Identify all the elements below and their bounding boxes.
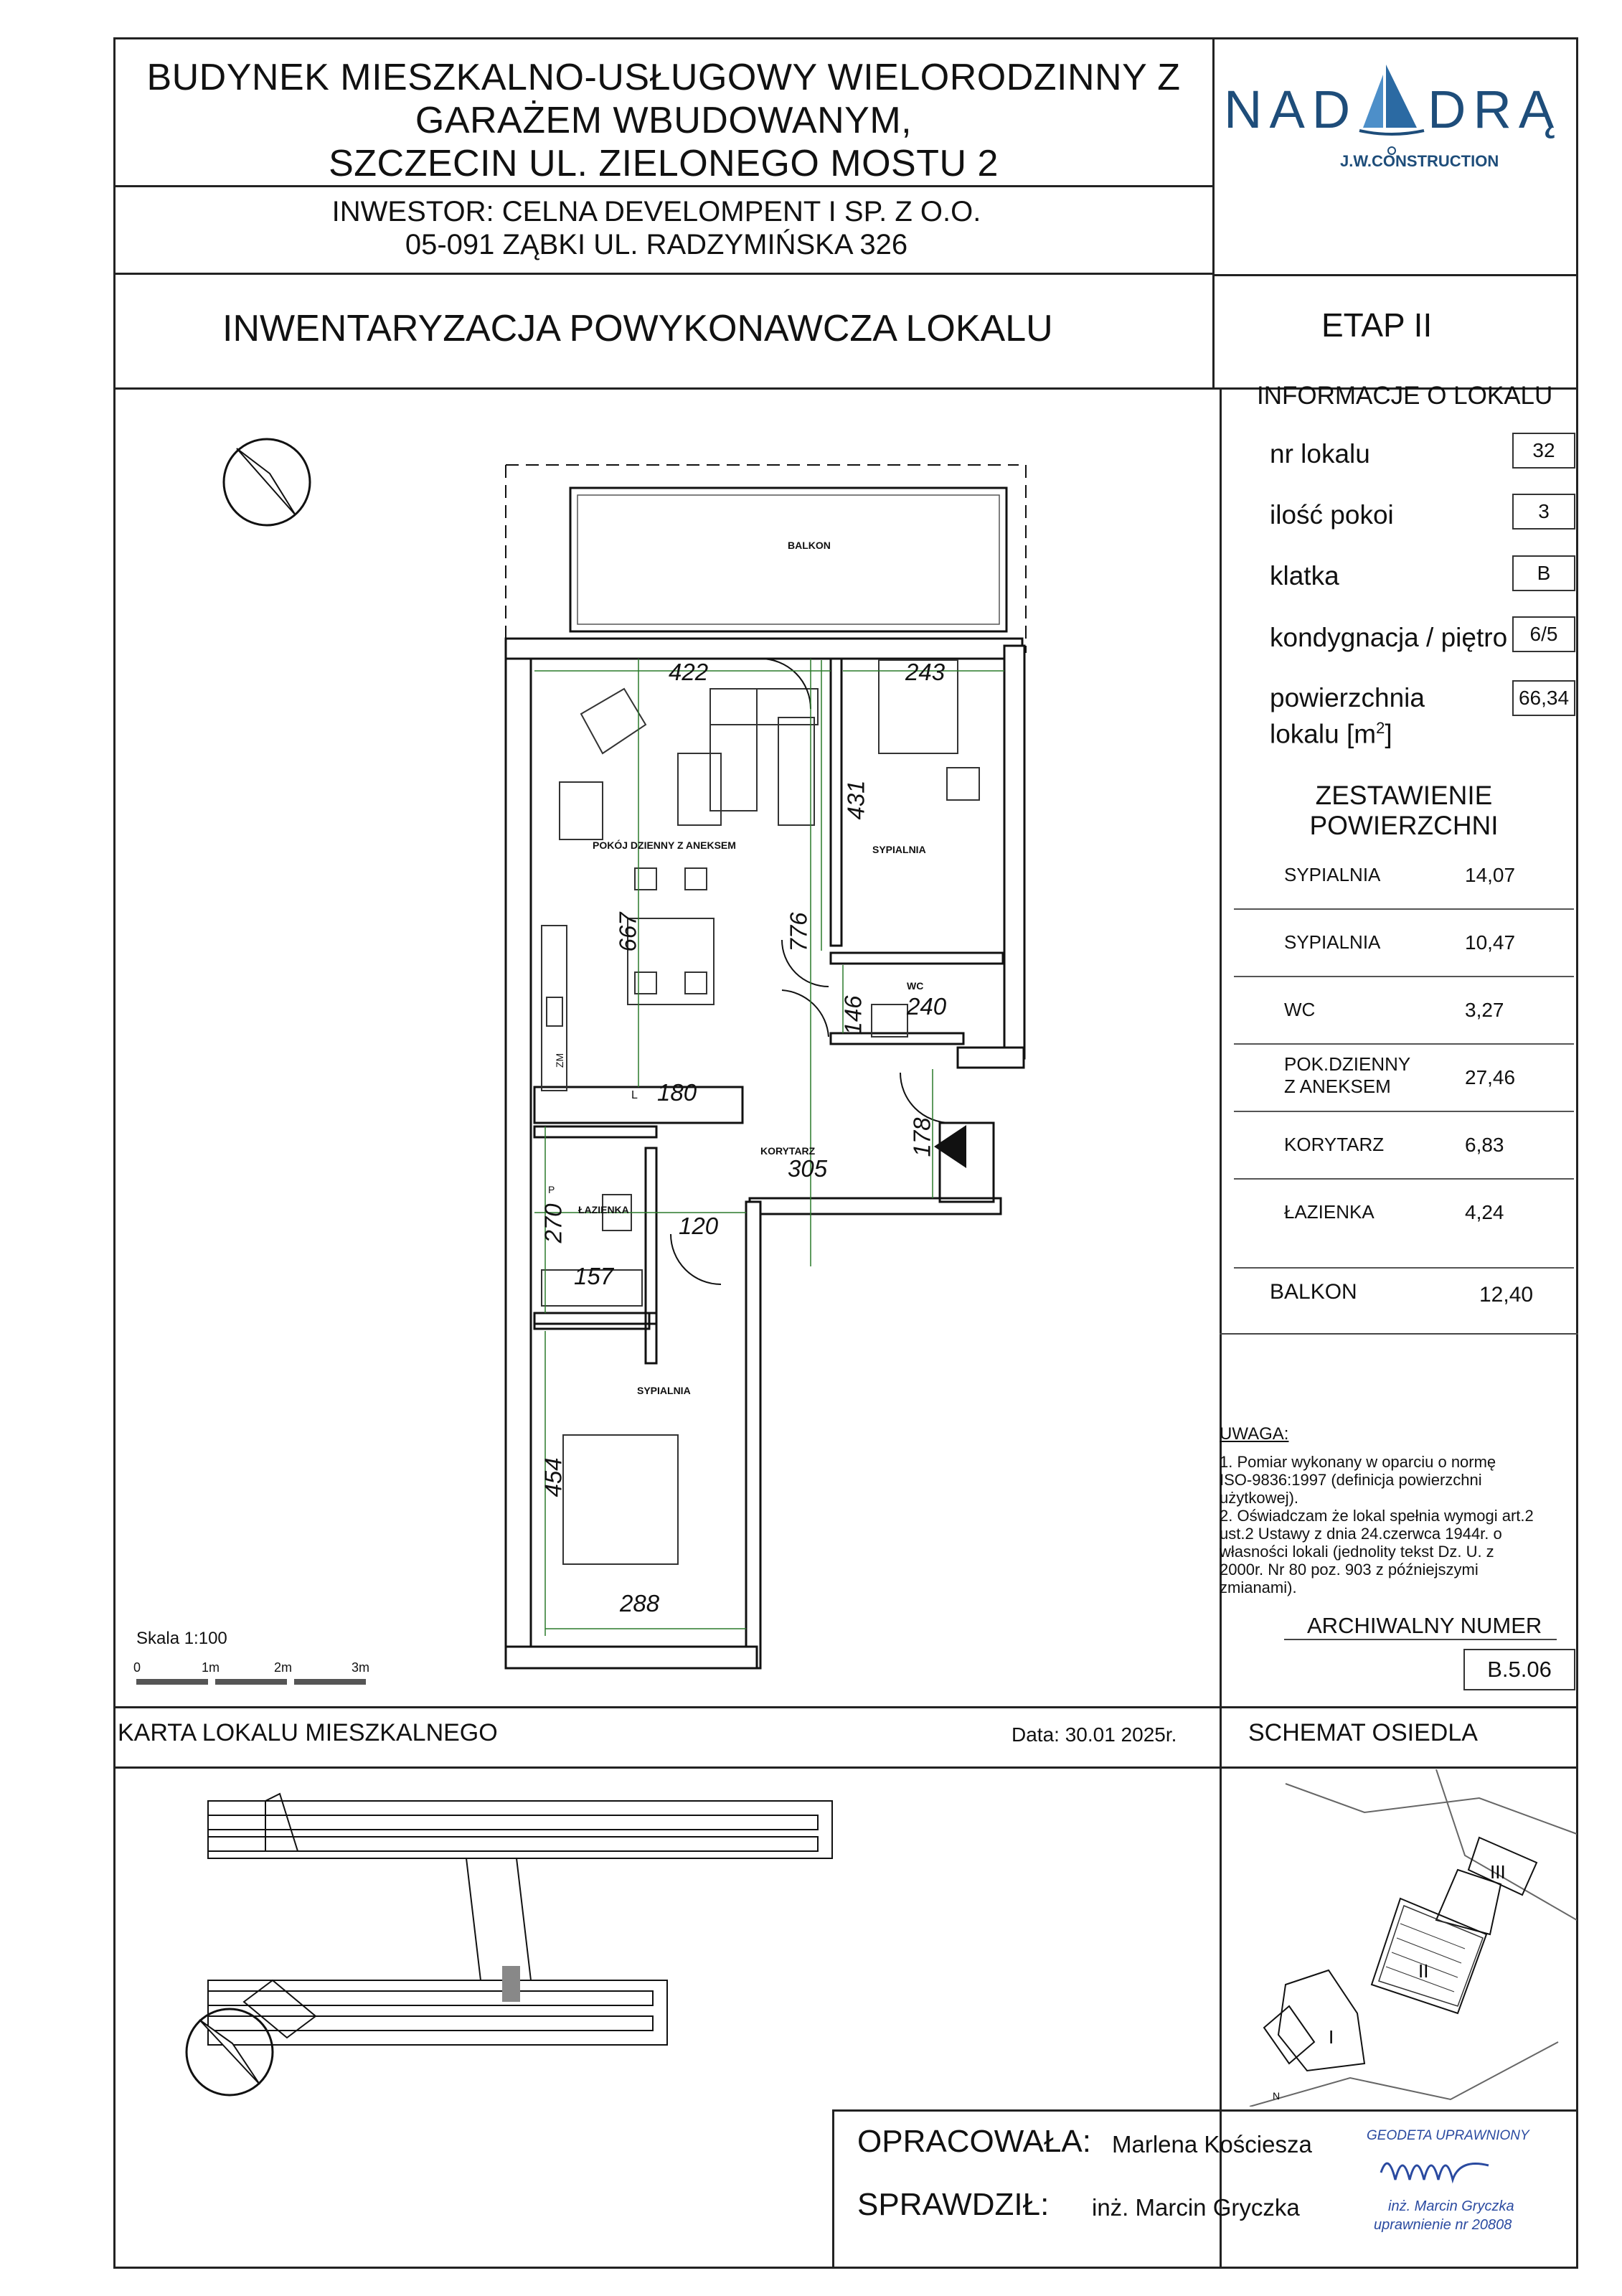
- marker: P: [548, 1184, 555, 1195]
- summary-row: KORYTARZ 6,83: [1234, 1111, 1574, 1180]
- info-heading: INFORMACJE O LOKALU: [1257, 382, 1553, 410]
- room-label-wc: WC: [907, 980, 924, 992]
- divider: [113, 185, 1212, 187]
- divider: [1284, 1639, 1557, 1640]
- svg-text:DRĄ: DRĄ: [1428, 80, 1562, 139]
- room-label-bathroom: ŁAZIENKA: [578, 1204, 629, 1215]
- info-label-rooms: ilość pokoi: [1270, 500, 1394, 530]
- dimension: 422: [669, 659, 709, 685]
- surveyor-stamp: GEODETA UPRAWNIONY inż. Marcin Gryczka uprawnienie nr 20808: [1367, 2128, 1529, 2233]
- room-label-living: POKÓJ DZIENNY Z ANEKSEM: [593, 839, 736, 851]
- checked-label: SPRAWDZIŁ:: [857, 2187, 1050, 2222]
- info-label-area: powierzchnia lokalu $[m^2]$: [1270, 683, 1425, 749]
- marker: L: [631, 1089, 638, 1101]
- summary-row: POK.DZIENNY Z ANEKSEM 27,46: [1234, 1043, 1574, 1112]
- info-value-rooms: 3: [1512, 494, 1575, 530]
- divider: [113, 273, 1212, 275]
- dimension: 243: [905, 659, 946, 685]
- dimension: 146: [839, 995, 867, 1035]
- info-label-staircase: klatka: [1270, 561, 1339, 591]
- company-logo: [1220, 43, 1578, 172]
- scale-ticks: 0 1m 2m 3m: [133, 1660, 370, 1675]
- dimension: 431: [842, 780, 869, 820]
- prepared-label: OPRACOWAŁA:: [857, 2124, 1091, 2159]
- archive-number: B.5.06: [1463, 1649, 1575, 1690]
- marker: ZM: [554, 1053, 566, 1068]
- info-label-floor: kondygnacja / piętro: [1270, 623, 1508, 652]
- stage-label: ETAP II: [1321, 306, 1433, 344]
- balcony-name: BALKON: [1270, 1280, 1357, 1304]
- scale-bar: [136, 1679, 373, 1685]
- divider: [113, 1706, 1220, 1708]
- divider: [832, 2109, 834, 2269]
- investor: INWESTOR: CELNA DEVELOMPENT I SP. Z O.O. 05-091 ZĄBKI UL. RADZYMIŃSKA 326: [331, 196, 981, 260]
- dimension: 305: [788, 1155, 828, 1182]
- prepared-name: Marlena Kościesza: [1112, 2131, 1312, 2158]
- info-value-unit: 32: [1512, 433, 1575, 469]
- room-label-bedroom2: SYPIALNIA: [637, 1385, 691, 1396]
- svg-text:J.W.CONSTRUCTION: J.W.CONSTRUCTION: [1340, 152, 1499, 170]
- stage-iii-label: III: [1490, 1861, 1506, 1883]
- site-plan: [179, 1772, 861, 2102]
- info-value-floor: 6/5: [1512, 616, 1575, 652]
- floor-plan: [215, 430, 1040, 1693]
- summary-row: SYPIALNIA 14,07: [1234, 841, 1574, 910]
- dimension: 157: [574, 1263, 614, 1289]
- dimension: 270: [539, 1203, 567, 1243]
- svg-text:NAD: NAD: [1224, 80, 1358, 139]
- divider: [1212, 37, 1215, 389]
- summary-row: ŁAZIENKA 4,24: [1234, 1178, 1574, 1269]
- dimension: 288: [620, 1590, 660, 1617]
- north-label: N: [1273, 2090, 1281, 2102]
- divider: [1212, 274, 1578, 276]
- dimension: 667: [614, 912, 641, 952]
- room-label-corridor: KORYTARZ: [760, 1145, 816, 1157]
- archive-label: ARCHIWALNY NUMER: [1307, 1613, 1542, 1638]
- info-value-staircase: B: [1512, 555, 1575, 591]
- entrance-arrow-icon: [934, 1125, 966, 1168]
- notes: UWAGA: 1. Pomiar wykonany w oparciu o normę ISO-9836:1997 (definicja powierzchni użytkowej). 2. Oświadczam że lokal spełnia wymogi art.2 ust.2 Ustawy z dnia 24.czerwca 1944r. o własności lokali (jednolity tekst Dz. U. z 2000r. Nr 80 poz. 903 z późniejszymi zmianami).: [1220, 1424, 1534, 1596]
- settlement-scheme: [1221, 1769, 1577, 2107]
- divider: [1220, 1706, 1578, 1708]
- summary-heading: ZESTAWIENIE POWIERZCHNI: [1309, 781, 1499, 840]
- divider: [832, 2109, 1578, 2112]
- dimension: 240: [907, 993, 947, 1020]
- scheme-title: SCHEMAT OSIEDLA: [1248, 1719, 1478, 1746]
- divider: [1220, 1333, 1578, 1335]
- room-label-bedroom1: SYPIALNIA: [872, 844, 926, 855]
- dimension: 776: [785, 912, 812, 952]
- card-title: KARTA LOKALU MIESZKALNEGO: [118, 1719, 498, 1746]
- balcony-value: 12,40: [1479, 1283, 1534, 1307]
- stage-i-label: I: [1329, 2026, 1334, 2048]
- site-north-arrow-icon: [187, 2009, 273, 2095]
- summary-row: WC 3,27: [1234, 976, 1574, 1045]
- project-title: BUDYNEK MIESZKALNO-USŁUGOWY WIELORODZINNY Z GARAŻEM WBUDOWANYM, SZCZECIN UL. ZIELONEGO MOSTU 2: [146, 57, 1181, 184]
- stage-ii-label: II: [1418, 1960, 1429, 1982]
- dimension: 178: [908, 1117, 935, 1157]
- north-arrow-icon: [224, 439, 310, 525]
- summary-row: SYPIALNIA 10,47: [1234, 908, 1574, 977]
- scale-label: Skala 1:100: [136, 1629, 227, 1648]
- card-date: Data: 30.01 2025r.: [1012, 1723, 1177, 1746]
- info-label-unit: nr lokalu: [1270, 439, 1370, 469]
- dimension: 180: [657, 1079, 697, 1106]
- checked-name: inż. Marcin Gryczka: [1092, 2194, 1300, 2221]
- room-label-balcony: BALKON: [788, 540, 831, 551]
- dimension: 120: [679, 1213, 719, 1239]
- info-value-area: 66,34: [1512, 680, 1575, 716]
- dimension: 454: [539, 1457, 567, 1497]
- divider: [113, 1766, 1578, 1769]
- document-title: INWENTARYZACJA POWYKONAWCZA LOKALU: [222, 308, 1053, 349]
